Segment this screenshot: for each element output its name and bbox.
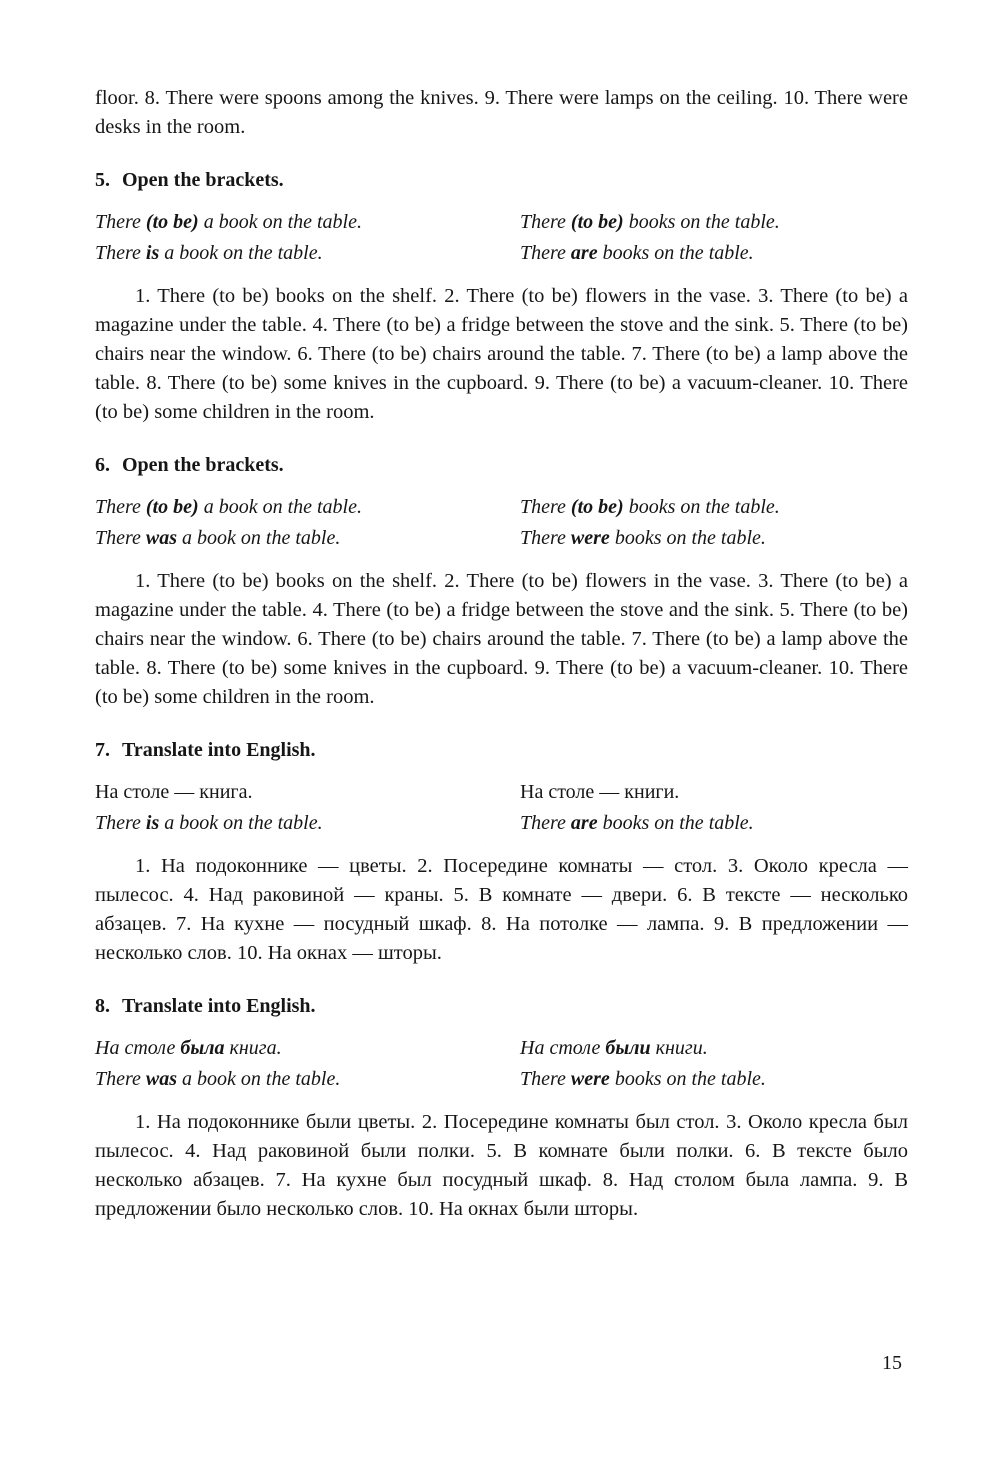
heading-title: Open the brackets. xyxy=(122,169,284,191)
exercise-6 xyxy=(95,453,908,712)
heading-number: 6. xyxy=(95,454,110,476)
example-column-left xyxy=(95,492,520,554)
exercise-5-example xyxy=(95,207,908,269)
example-line: There is a book on the table. xyxy=(95,242,323,264)
heading-number: 7. xyxy=(95,739,110,761)
example-column-left xyxy=(95,777,520,839)
heading-title: Open the brackets. xyxy=(122,454,284,476)
example-line: There are books on the table. xyxy=(520,242,754,264)
heading-number: 5. xyxy=(95,169,110,191)
page-number: 15 xyxy=(882,1352,902,1374)
example-line: На столе — книга. xyxy=(95,781,253,803)
exercise-8-example xyxy=(95,1033,908,1095)
exercise-8-body: 1. На подоконнике были цветы. 2. Посередине комнаты был стол. 3. Около кресла был пылесос. 4. Над раковиной были полки. 5. В комнате были полки. 6. В тексте было несколько абзацев. 7. На кухне был посудный шкаф. 8. Над столом была лампа. 9. В предложении было несколько слов. 10. На окнах были шторы. xyxy=(95,1111,908,1220)
heading-title: Translate into English. xyxy=(122,995,316,1017)
example-column-right xyxy=(520,492,908,554)
example-column-right xyxy=(520,1033,908,1095)
exercise-7 xyxy=(95,738,908,968)
exercise-6-body: 1. There (to be) books on the shelf. 2. There (to be) flowers in the vase. 3. There (to be) a magazine under the table. 4. There (to be) a fridge between the stove and the sink. 5. There (to be) chairs near the window. 6. There (to be) chairs around the table. 7. There (to be) a lamp above the table. 8. There (to be) some knives in the cupboard. 9. There (to be) a vacuum-cleaner. 10. There (to be) some children in the room. xyxy=(95,570,908,708)
exercise-7-example xyxy=(95,777,908,839)
exercise-5 xyxy=(95,168,908,427)
exercise-5-heading xyxy=(95,168,908,192)
exercise-7-body: 1. На подоконнике — цветы. 2. Посередине комнаты — стол. 3. Около кресла — пылесос. 4. Над раковиной — краны. 5. В комнате — двери. 6. В тексте — несколько абзацев. 7. На кухне — посудный шкаф. 8. На потолке — лампа. 9. В предложении — несколько слов. 10. На окнах — шторы. xyxy=(95,855,908,964)
example-column-left xyxy=(95,207,520,269)
example-line: На столе была книга. xyxy=(95,1037,282,1059)
exercise-7-heading xyxy=(95,738,908,762)
example-line: There (to be) books on the table. xyxy=(520,211,780,233)
exercise-6-heading xyxy=(95,453,908,477)
exercise-8 xyxy=(95,994,908,1224)
example-line: На столе — книги. xyxy=(520,781,680,803)
example-column-right xyxy=(520,777,908,839)
example-line: There was a book on the table. xyxy=(95,527,341,549)
example-line: There was a book on the table. xyxy=(95,1068,341,1090)
example-line: There (to be) a book on the table. xyxy=(95,211,362,233)
exercise-6-example xyxy=(95,492,908,554)
example-line: There (to be) a book on the table. xyxy=(95,496,362,518)
example-line: There (to be) books on the table. xyxy=(520,496,780,518)
exercise-8-heading xyxy=(95,994,908,1018)
intro-paragraph: floor. 8. There were spoons among the knives. 9. There were lamps on the ceiling. 10. There were desks in the room. xyxy=(95,87,908,138)
example-line: There were books on the table. xyxy=(520,1068,766,1090)
exercise-5-body: 1. There (to be) books on the shelf. 2. There (to be) flowers in the vase. 3. There (to be) a magazine under the table. 4. There (to be) a fridge between the stove and the sink. 5. There (to be) chairs near the window. 6. There (to be) chairs around the table. 7. There (to be) a lamp above the table. 8. There (to be) some knives in the cupboard. 9. There (to be) a vacuum-cleaner. 10. There (to be) some children in the room. xyxy=(95,285,908,423)
heading-number: 8. xyxy=(95,995,110,1017)
example-line: There is a book on the table. xyxy=(95,812,323,834)
example-line: На столе были книги. xyxy=(520,1037,708,1059)
example-line: There were books on the table. xyxy=(520,527,766,549)
example-column-left xyxy=(95,1033,520,1095)
example-line: There are books on the table. xyxy=(520,812,754,834)
heading-title: Translate into English. xyxy=(122,739,316,761)
example-column-right xyxy=(520,207,908,269)
